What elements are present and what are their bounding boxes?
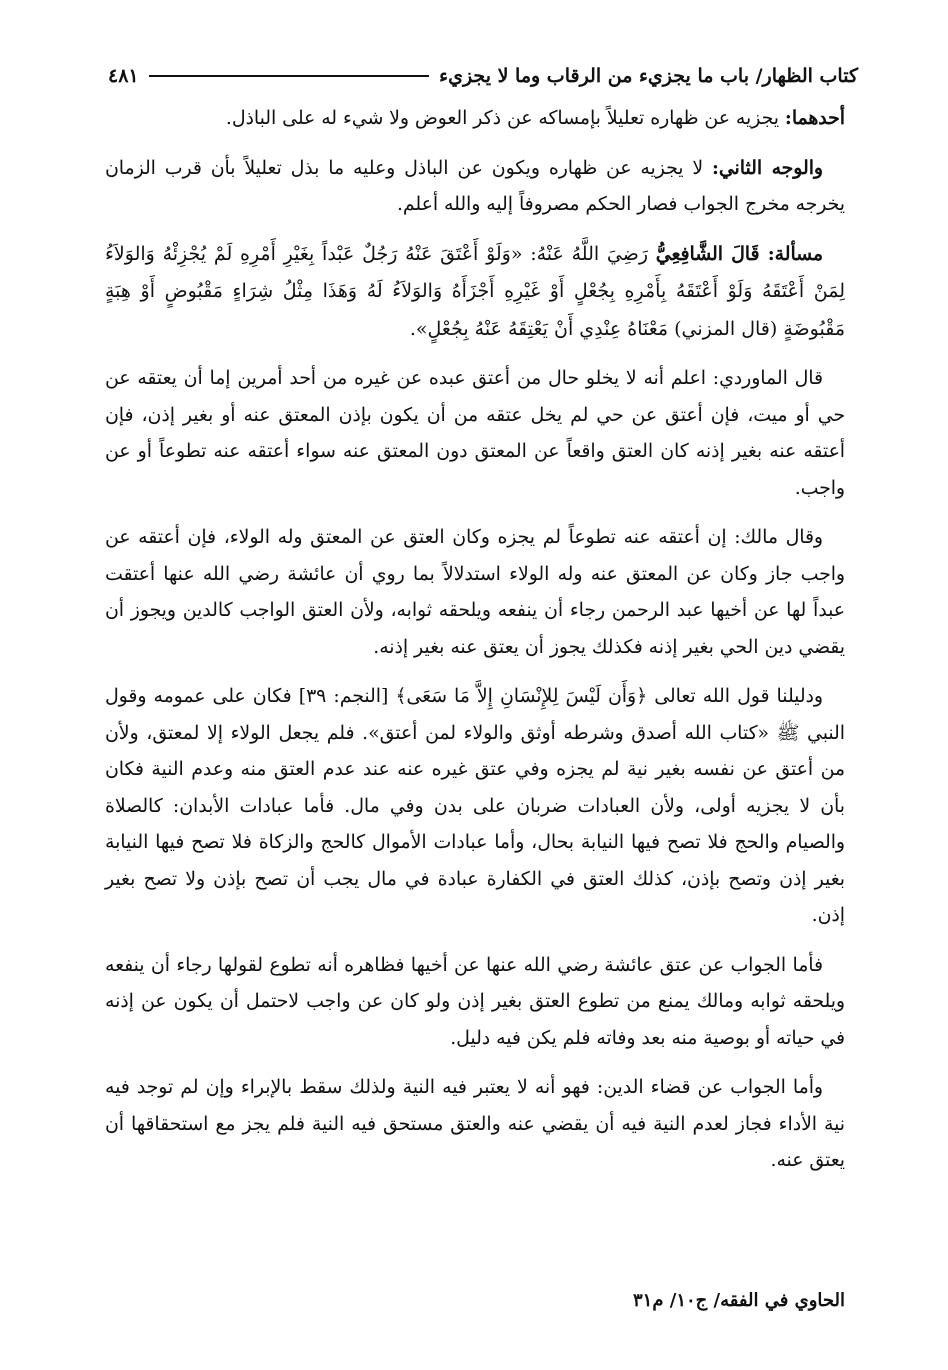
page-number: ٤٨١: [108, 65, 139, 87]
page-footer: الحاوي في الفقه/ ج١٠/ م٣١: [632, 1290, 845, 1311]
paragraph-lead: والوجه الثاني:: [711, 156, 823, 179]
paragraph-text: وقال مالك: إن أعتقه عنه تطوعاً لم يجزه وكان العتق عن المعتق وله الولاء، فإن أعتقه عن واجب جاز وكان عن المعتق عنه وله الولاء استدلالاً بما روي أن عائشة رضي الله عنها أعتقت عبداً لها عن أخيها عبد الرحمن رجاء أن ينفعه ويلحقه ثوابه، ولأن العتق الواجب كالدين ويجوز أن يقضي دين الحي بغير إذنه فكذلك يجوز أن يعتق عنه بغير إذنه.: [105, 527, 845, 658]
paragraph-lead: مسألة: قَالَ الشَّافِعِيُّ: [655, 242, 823, 265]
paragraph-text: يجزيه عن ظهاره تعليلاً بإمساكه عن ذكر العوض ولا شيء له على الباذل.: [225, 108, 785, 129]
paragraph-text: ودليلنا قول الله تعالى ﴿وَأَن لَيْسَ لِلإِنْسَانِ إِلاَّ مَا سَعَى﴾ [النجم: ٣٩] فكان على عمومه وقول النبي ﷺ «كتاب الله أصدق وشرطه أوثق والولاء لمن أعتق». فلم يجعل الولاء إلا لمعتق، ولأن من أعتق عن نفسه بغير نية لم يجزه وفي عتق غيره عنه عند عدم العتق منه وعدم النية فكان بأن لا يجزيه أولى، ولأن العبادات ضربان على بدن وفي مال. فأما عبادات الأبدان: كالصلاة والصيام والحج فلا تصح فيها النيابة بحال، وأما عبادات الأموال كالحج والزكاة فلا تصح فيها النيابة بغير إذن وتصح بإذن، كذلك العتق في الكفارة عبادة في مال يجب أن تصح بإذن ولا تصح بغير إذن.: [105, 686, 845, 926]
paragraph-lead: أحدهما:: [784, 107, 845, 129]
paragraph-text: لا يجزيه عن ظهاره ويكون عن الباذل وعليه ما بذل تعليلاً بأن قرب الزمان يخرجه مخرج الجواب فصار الحكم مصروفاً إليه والله أعلم.: [105, 157, 845, 215]
paragraph-text: وأما الجواب عن قضاء الدين: فهو أنه لا يعتبر فيه النية ولذلك سقط بالإبراء وإن لم توجد فيه نية الأداء فجاز لعدم النية فيه أن يقضي عنه والعتق مستحق فيه النية فلم يجز مع استحقاقها أن يعتق عنه.: [105, 1077, 845, 1171]
header-rule: [149, 75, 430, 77]
paragraph: [105, 100, 845, 138]
paragraph-text: فأما الجواب عن عتق عائشة رضي الله عنها عن أخيها فظاهره أنه تطوع لقولها رجاء أن ينفعه ويلحقه ثوابه ومالك يمنع من تطوع العتق بغير إذن ولو كان عن واجب لاحتمل أن يكون عن إذنه في حياته أو بوصية منه بعد وفاته فلم يكن فيه دليل.: [105, 954, 845, 1049]
paragraph: [105, 236, 845, 349]
paragraph: [105, 150, 845, 224]
paragraph: [105, 678, 845, 935]
paragraph-text: رَضِيَ اللَّهُ عَنْهُ: «وَلَوْ أَعْتَقَ عَنْهُ رَجُلٌ عَبْداً بِغَيْرِ أَمْرِهِ لَمْ يُجْزِئْهُ وَالوَلاَءُ لِمَنْ أَعْتَقَهُ وَلَوْ أَعْتَقَهُ بِأَمْرِهِ بِجُعْلٍ أَوْ غَيْرِهِ أَجْزَأَهُ وَالوَلاَءُ لَهُ وَهَذَا مِثْلُ شِرَاءٍ مَقْبُوضٍ أَوْ هِبَةٍ مَقْبُوضَةٍ (قال المزني) مَعْنَاهُ عِنْدِي أَنْ يَعْتِقَهُ عَنْهُ بِجُعْلٍ».: [105, 242, 845, 340]
paragraph: [105, 1069, 845, 1180]
header-title: كتاب الظهار/ باب ما يجزيء من الرقاب وما لا يجزيء: [439, 65, 858, 87]
paragraph-text: قال الماوردي: اعلم أنه لا يخلو حال من أعتق عبده عن غيره من أحد أمرين إما أن يعتقه عن حي أو ميت، فإن أعتق عن حي لم يخل عتقه من أن يكون بإذن المعتق عنه أو بغير إذن، فإن أعتقه عنه بغير إذنه كان العتق واقعاً عن المعتق دون المعتق عنه سواء أعتقه عنه تطوعاً أو عن واجب.: [105, 368, 845, 499]
paragraph: [105, 360, 845, 507]
page-body: [105, 100, 845, 1192]
paragraph: [105, 519, 845, 666]
paragraph: [105, 947, 845, 1058]
running-header: [108, 58, 858, 94]
